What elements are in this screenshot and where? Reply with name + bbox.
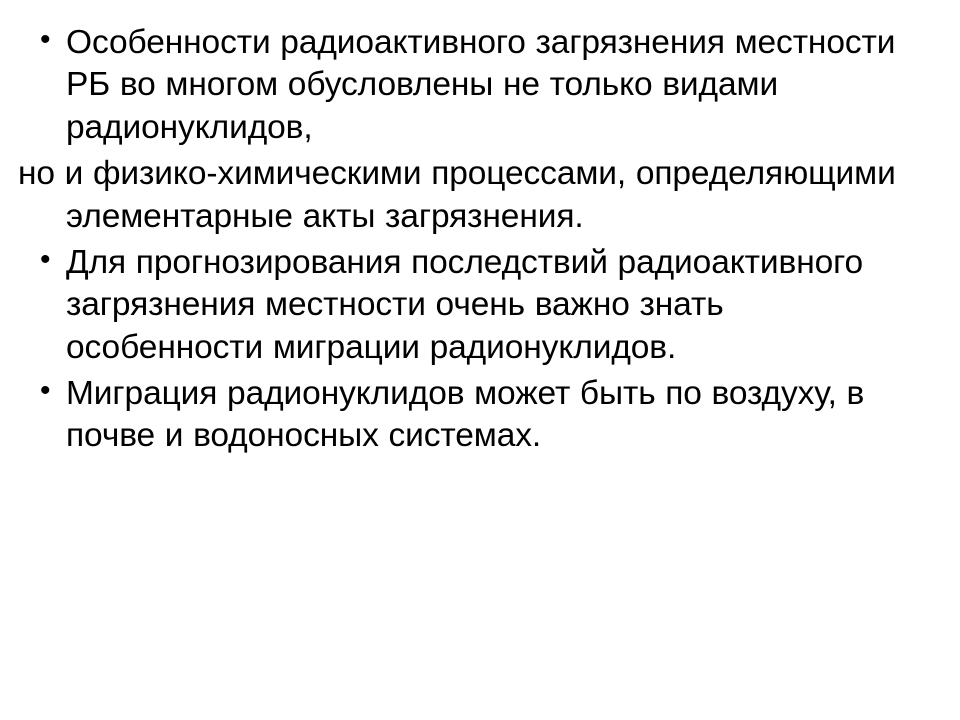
list-item: [18, 153, 920, 238]
bullet-list: [18, 22, 920, 458]
bullet-marker-icon: •: [40, 374, 51, 407]
list-item-text: Особенности радиоактивного загрязнения местности РБ во многом обусловлены не только видами радионуклидов,: [66, 24, 896, 146]
list-item: [18, 22, 920, 149]
list-item-text: но и физико-химическими процессами, определяющими элементарные акты загрязнения.: [18, 155, 896, 235]
list-item-text: Для прогнозирования последствий радиоактивного загрязнения местности очень важно знать особенности миграции радионуклидов.: [66, 243, 864, 366]
list-item-text: Миграция радионуклидов может быть по воздуху, в почве и водоносных системах.: [66, 375, 865, 455]
bullet-marker-icon: •: [40, 23, 51, 56]
list-item: [18, 373, 920, 458]
list-item: [18, 242, 920, 369]
bullet-marker-icon: •: [40, 242, 51, 276]
